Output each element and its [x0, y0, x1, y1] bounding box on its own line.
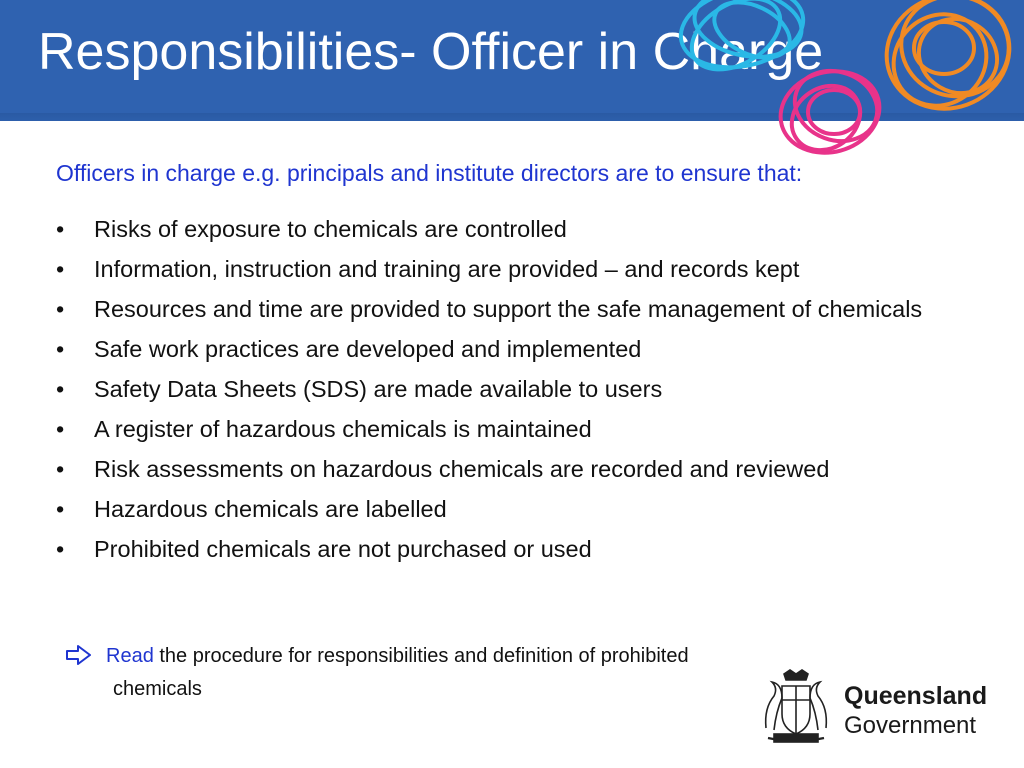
list-item: [56, 372, 1001, 406]
list-item-text: Resources and time are provided to support the safe management of chemicals: [94, 296, 923, 322]
slide-title: Responsibilities- Officer in Charge: [38, 23, 824, 81]
queensland-crest-icon: [760, 668, 832, 746]
bullet-icon: •: [56, 216, 65, 242]
list-item-text: Prohibited chemicals are not purchased or used: [94, 536, 592, 562]
list-item-text: Safety Data Sheets (SDS) are made available to users: [94, 376, 663, 402]
read-link[interactable]: Read: [106, 645, 154, 667]
queensland-government-logo: [760, 668, 990, 748]
list-item-text: Information, instruction and training are provided – and records kept: [94, 256, 800, 282]
list-item: [56, 332, 1001, 366]
list-item: [56, 532, 1001, 566]
bullet-icon: •: [56, 296, 65, 322]
logo-name: Queensland: [844, 682, 988, 710]
responsibility-list: [56, 212, 1001, 572]
bullet-icon: •: [56, 536, 65, 562]
list-item-text: Hazardous chemicals are labelled: [94, 496, 447, 522]
right-arrow-icon: [66, 645, 92, 665]
title-banner: [0, 0, 1024, 121]
bullet-icon: •: [56, 256, 65, 282]
list-item-text: Safe work practices are developed and implemented: [94, 336, 642, 362]
list-item: [56, 252, 1001, 286]
list-item: [56, 212, 1001, 246]
intro-text: Officers in charge e.g. principals and institute directors are to ensure that:: [56, 160, 803, 186]
list-item: [56, 452, 1001, 486]
list-item-text: Risk assessments on hazardous chemicals are recorded and reviewed: [94, 456, 830, 482]
read-note-line-2: chemicals: [113, 678, 202, 700]
bullet-icon: •: [56, 496, 65, 522]
list-item-text: Risks of exposure to chemicals are controlled: [94, 216, 567, 242]
bullet-icon: •: [56, 376, 65, 402]
read-note-text: the procedure for responsibilities and definition of prohibited: [153, 645, 689, 667]
list-item: [56, 292, 1001, 326]
bullet-icon: •: [56, 456, 65, 482]
list-item: [56, 412, 1001, 446]
bullet-icon: •: [56, 336, 65, 362]
logo-subtitle: Government: [844, 712, 977, 739]
bullet-icon: •: [56, 416, 65, 442]
list-item: [56, 492, 1001, 526]
list-item-text: A register of hazardous chemicals is maintained: [94, 416, 592, 442]
